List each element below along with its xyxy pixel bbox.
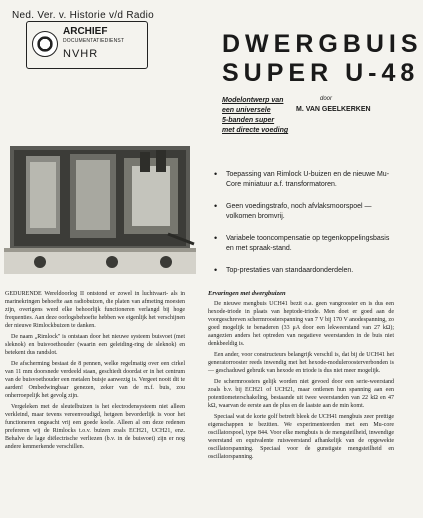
feature-item: • Toepassing van Rimlock U-buizen en de nieuwe Mu-Core miniatuur a.f. transformatoren. bbox=[214, 170, 394, 190]
paragraph: Speciaal wat de korte golf betreft bleek de UCH41 mengbuis zeer prettige eigenschappen te bezitten. We experimenteerden met een Mu-core oscillatorspoel, type 844. Voor elke mengbuis is de mengsteilheid, inwendige weerstand en equivalente ruisweerstand afhankelijk van de opgewekte oscillatorspanning. Speciaal voor de gunstigste mengsteilheid en oscillatorspanning. bbox=[208, 414, 394, 460]
section-heading: Ervaringen met dwergbuizen bbox=[208, 290, 286, 297]
article-left-column bbox=[5, 290, 185, 454]
org-name: Ned. Ver. v. Historie v/d Radio bbox=[12, 10, 154, 21]
author-name: M. VAN GEELKERKEN bbox=[296, 106, 371, 113]
radio-chassis-photo bbox=[0, 136, 200, 296]
archive-logo-icon bbox=[32, 31, 58, 57]
stamp-code: NVHR bbox=[63, 48, 99, 60]
paragraph: De nieuwe mengbuis UCH41 bezit o.a. geen vangrooster en is dus een hexode-triode in plaats van heptode-triode. Men doet er goed aan de voorgeschreven schermroosterspanning van 7 V bij 170 V anodespanning, zo goed mogelijk te benaderen (33 μA door een lekweerstand van 27 kΩ); aangezien anders het optreden van negatieve weerstanden in de buis niet denkbeeldig is. bbox=[208, 301, 394, 347]
subtitle-block bbox=[222, 96, 392, 136]
subtitle-line-4: met directe voeding bbox=[222, 127, 289, 134]
article-right-column bbox=[208, 290, 394, 464]
subtitle-line-1: Modelontwerp van bbox=[222, 97, 284, 104]
feature-item: • Geen voedingstrafo, noch afvlaksmoorspoel — volkomen bromvrij. bbox=[214, 202, 394, 222]
feature-list bbox=[214, 170, 394, 288]
feature-item: • Top-prestaties van standaardonderdelen. bbox=[214, 266, 394, 276]
stamp-title: ARCHIEF bbox=[63, 26, 108, 37]
feature-item: • Variabele tooncompensatie op tegenkoppelingsbasis en met spraak-stand. bbox=[214, 234, 394, 254]
subtitle-line-2: een universele bbox=[222, 107, 271, 114]
title-line-2: SUPER U-48 bbox=[222, 59, 420, 87]
archive-stamp bbox=[26, 21, 148, 69]
paragraph: De naam „Rimlock" is ontstaan door het nieuwe systeem buisvoet (met sleknok) en buisvoethouder (waarin een geleiding-ring de sleknok) en betekent dus randslot. bbox=[5, 334, 185, 356]
paragraph: Vergeleken met de sleutelbuizen is het electrodensysteem niet alleen verkleind, maar tevens vereenvoudigd, hetgeen bevorderlijk is voor het functioneren ongeacht vrij een goede koele. Alleen al om deze redenen prefereren wij de Rimlocks t.o.v. buizen zoals ECH21, UCH21, enz. Behalve de lage diëlectrische verliezen (b.v. in de buisvoet) zijn er nog andere kenmerkende verschillen. bbox=[5, 404, 185, 450]
header-left bbox=[10, 10, 210, 21]
title-line-1: DWERGBUIS bbox=[222, 30, 423, 58]
subtitle-line-3: 5-banden super bbox=[222, 117, 275, 124]
stamp-subtitle: DOCUMENTATIEDIENST bbox=[63, 38, 125, 44]
paragraph: GEDURENDE Wereldoorlog II ontstond er zowel in luchtvaart- als in marinekringen behoefte aan radiobuizen, die platen van afmeting moesten zijn, overigens werd elke behoorlijk functioneren verlangd bij hoge frequenties. Aan deze oorlogsbehoefte hebben we eigenlijk het verschijnen der nieuwe Rimlockbuizen te danken. bbox=[5, 291, 185, 329]
paragraph: Een ander, voor constructeurs belangrijk verschil is, dat bij de UCH41 het generatorrooster reeds inwendig met het hexode-moduleroosterverbonden is — geschaduwd gebruik van hexode en triode is dus niet meer mogelijk. bbox=[208, 352, 394, 374]
paragraph: De schermroosters gelijk worden niet gevoed door een serie-weerstand zoals b.v. bij ECH21 of UCH21, maar ontlenen hun spanning aan een potentiometerschakeling, bestaande uit twee weerstanden van 22 kΩ en 47 kΩ, waarvan de eerste aan de plus en de laatste aan de min komt. bbox=[208, 379, 394, 409]
paragraph: De afscherming bestaat de 8 pennen, welke regelmatig over een cirkel van 11 mm doorsnede verdeeld staan, geschiedt doordat er in het centrum van de buisvoethouder een metalen buisje aanwezig is. Vergeet nooit dit te aarden! Ombedwingbaar genezen, zeker van de m.f. buis, zou onherroepelijk het gevolg zijn. bbox=[5, 361, 185, 399]
page-title bbox=[222, 30, 423, 88]
by-label: door bbox=[320, 96, 333, 102]
